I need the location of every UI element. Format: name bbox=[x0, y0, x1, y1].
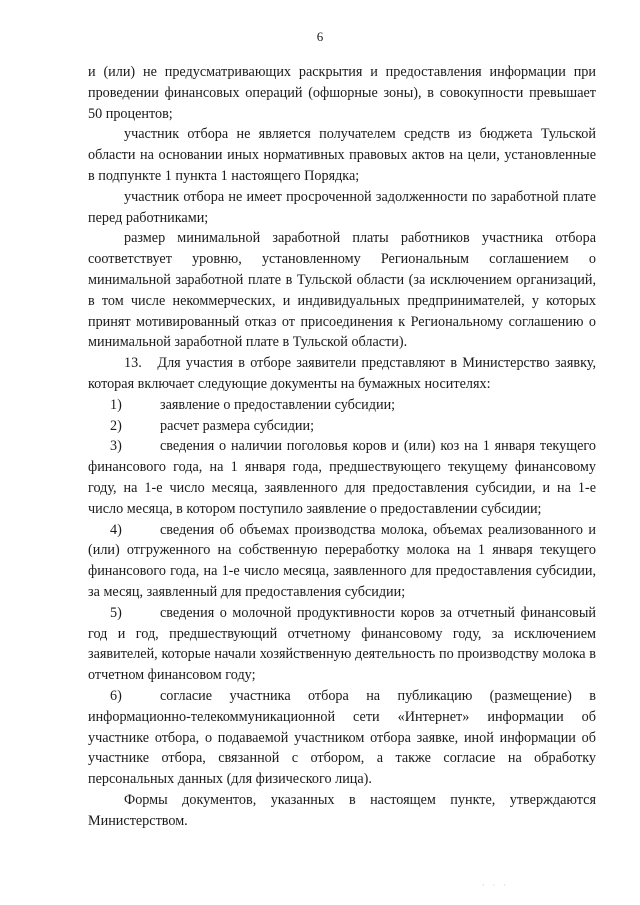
paragraph-13-application: 13. Для участия в отборе заявители представляют в Министерство заявку, которая включает следующие документы на бумажных носителях: bbox=[88, 355, 600, 392]
list-item bbox=[88, 520, 596, 603]
paragraph-minimum-wage: размер минимальной заработной платы работников участника отбора соответствует уровню, установленному Региональным соглашением о минимальной заработной плате в Тульской области (за исключением организаций, в том числе некоммерческих, и индивидуальных предпринимателей, у которых принят мотивированный отказ от присоединения к Региональному соглашению о минимальной заработной плате в Тульской области). bbox=[88, 230, 596, 351]
scan-specks: · · · bbox=[482, 881, 509, 890]
list-item-text: сведения об объемах производства молока, объемах реализованного и (или) отгруженного на собственную переработку молока на 1 января текущего финансового года, на 1-е число месяца, заявленного для предоставления субсидии, за месяц, заявленный для предоставления субсидии; bbox=[88, 521, 596, 600]
list-item-number: 5) bbox=[110, 604, 122, 621]
list-item-text: сведения о молочной продуктивности коров за отчетный финансовый год и год, предшествующий отчетному финансовому году, за исключением заявителей, которые начали хозяйственную деятельность по производству молока в отчетном финансовом году; bbox=[88, 604, 596, 684]
list-item-text: заявление о предоставлении субсидии; bbox=[160, 396, 396, 413]
list-item bbox=[88, 603, 596, 686]
paragraph-not-recipient: участник отбора не является получателем средств из бюджета Тульской области на основании иных нормативных правовых актов на цели, установленные в подпункте 1 пункта 1 настоящего Порядка; bbox=[88, 126, 596, 184]
list-item bbox=[88, 416, 596, 437]
list-item-number: 1) bbox=[110, 396, 122, 413]
list-item-text: согласие участника отбора на публикацию (размещение) в информационно-телекоммуникационной сети «Интернет» информации об участнике отбора, о подаваемой участником отбора заявке, иной информации об участнике отбора, связанной с отбором, а также согласие на обработку персональных данных (для физического лица). bbox=[88, 687, 596, 788]
list-item-text: сведения о наличии поголовья коров и (или) коз на 1 января текущего финансового года, на 1 января года, предшествующего текущему финансовому году, на 1-е число месяца, заявленного для предоставления субсидии, и на 1-е число месяца, в котором поступило заявление о предоставлении субсидии; bbox=[88, 438, 596, 517]
list-item-number: 3) bbox=[110, 438, 122, 455]
list-item-number: 4) bbox=[110, 521, 122, 538]
paragraph-offshore: и (или) не предусматривающих раскрытия и предоставления информации при проведении финансовых операций (офшорные зоны), в совокупности превышает 50 процентов; bbox=[88, 64, 596, 122]
list-item-number: 6) bbox=[110, 687, 122, 704]
list-item bbox=[88, 395, 596, 416]
document-body bbox=[88, 62, 600, 831]
paragraph-no-wage-debt: участник отбора не имеет просроченной задолженности по заработной плате перед работниками; bbox=[88, 188, 596, 226]
list-item-number: 2) bbox=[110, 417, 122, 434]
list-item-text: расчет размера субсидии; bbox=[160, 417, 315, 434]
closing-paragraph: Формы документов, указанных в настоящем пункте, утверждаются Министерством. bbox=[88, 791, 596, 829]
page-number: 6 bbox=[316, 29, 324, 44]
list-item bbox=[88, 436, 596, 519]
list-item bbox=[88, 686, 596, 790]
